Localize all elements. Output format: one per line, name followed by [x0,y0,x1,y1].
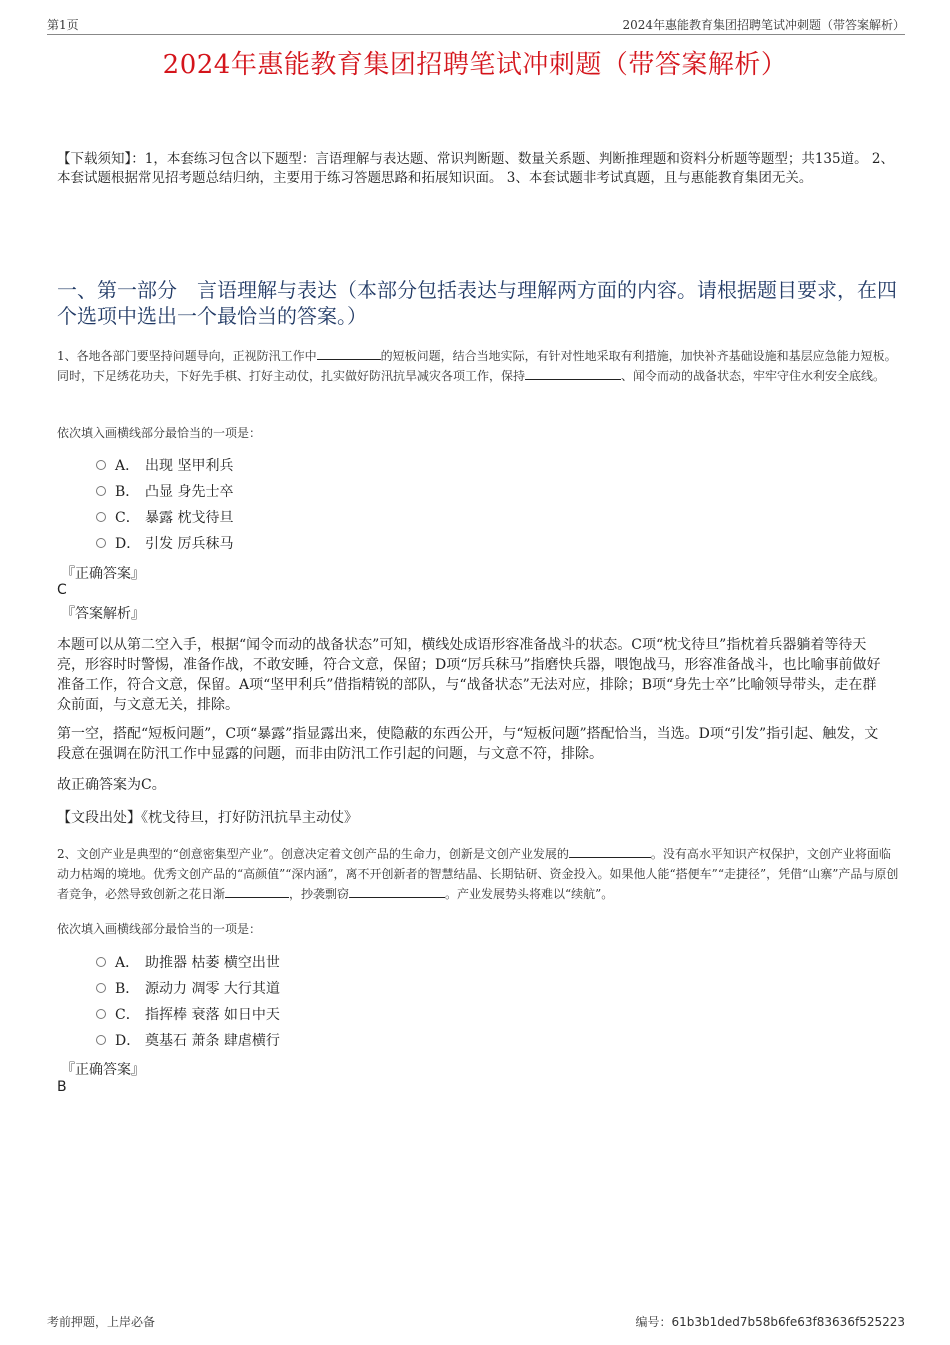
radio-icon[interactable] [96,538,106,548]
option-text: 奠基石 萧条 肆虐横行 [145,1033,280,1049]
section-heading: 一、第一部分 言语理解与表达（本部分包括表达与理解两方面的内容。请根据题目要求，在四个选项中选出一个最恰当的答案。） [57,278,897,328]
question-1-text-a: 1、各地各部门要坚持问题导向，正视防汛工作中 [57,349,317,363]
question-2-option-c[interactable] [96,1005,280,1025]
serial-label: 编号： [635,1315,672,1329]
question-2-text-a: 2、文创产业是典型的“创意密集型产业”。创意决定着文创产品的生命力，创新是文创产业发展的 [57,847,569,861]
header-doc-title: 2024年惠能教育集团招聘笔试冲刺题（带答案解析） [622,18,905,32]
question-2-text-c: ，抄袭剽窃 [289,887,350,901]
analysis-paragraph-2: 第一空，搭配“短板问题”，C项“暴露”指显露出来，使隐蔽的东西公开，与“短板问题”搭配恰当，当选。D项“引发”指引起、触发，文段意在强调在防汛工作中显露的问题，而非由防汛工作引起的问题，与文意不符，排除。 [57,726,879,762]
question-2-text-b: 。没有高水平知识产权保护，文创产业将面临动力枯竭的境地。优秀文创产品的“高颜值”“深内涵”，离不开创新者的智慧结晶、长期钻研、资金投入。如果他人能“搭便车”“走捷径”，凭借“山寨”产品与原创者竞争，必然导致创新之花日渐 [57,847,899,901]
option-letter: B． [115,484,140,500]
serial-code: 61b3b1ded7b58b6fe63f83636f525223 [671,1315,905,1329]
correct-answer-label: 『正确答案』 [61,566,145,582]
option-text: 源动力 凋零 大行其道 [145,981,280,997]
analysis-conclusion: 故正确答案为C。 [57,777,166,793]
fill-blank-2 [225,884,289,898]
radio-icon[interactable] [96,486,106,496]
page-number: 第1页 [47,18,79,32]
question-2-option-b[interactable] [96,979,280,999]
question-1-option-c[interactable] [96,508,233,528]
analysis-paragraph-1: 本题可以从第二空入手，根据“闻令而动的战备状态”可知，横线处成语形容准备战斗的状态。C项“枕戈待旦”指枕着兵器躺着等待天亮，形容时时警惕，准备作战，不敢安睡，符合文意，保留；D项“厉兵秣马”指磨快兵器，喂饱战马，形容准备战斗，也比喻事前做好准备工作，符合文意，保留。A项“坚甲利兵”借指精锐的部队，与“战备状态”无法对应，排除；B项“身先士卒”比喻领导带头，走在群众前面，与文意无关，排除。 [57,637,881,713]
question-1-instruction: 依次填入画横线部分最恰当的一项是： [57,426,262,440]
correct-answer: B [57,1079,67,1095]
option-text: 助推器 枯萎 横空出世 [145,955,280,971]
option-letter: D． [115,536,141,552]
fill-blank-1 [569,844,651,858]
question-1-text-b: 的短板问题，结合当地实际，有针对性地采取有利措施，加快补齐基础设施和基层应急能力短板。同时，下足绣花功夫，下好先手棋、打好主动仗，扎实做好防汛抗旱减灾各项工作，保持 [57,349,897,383]
passage-source: 【文段出处】《枕戈待旦，打好防汛抗旱主动仗》 [57,810,358,826]
radio-icon[interactable] [96,1009,106,1019]
question-2-text-d: 。产业发展势头将难以“续航”。 [445,887,614,901]
option-text: 暴露 枕戈待旦 [145,510,234,526]
fill-blank-3 [349,884,445,898]
download-notice: 【下载须知】：1，本套练习包含以下题型：言语理解与表达题、常识判断题、数量关系题、判断推理题和资料分析题等题型；共135道。 2、本套试题根据常见招考题总结归纳，主要用于练习答题思路和拓展知识面。 3、本套试题非考试真题，且与惠能教育集团无关。 [57,151,894,186]
radio-icon[interactable] [96,1035,106,1045]
question-1-option-a[interactable] [96,456,233,476]
question-1-option-b[interactable] [96,482,233,502]
option-letter: A． [115,458,140,474]
page-header [47,14,905,35]
radio-icon[interactable] [96,512,106,522]
question-1-text-c: 、闻令而动的战备状态，牢牢守住水利安全底线。 [621,369,886,383]
question-2-option-a[interactable] [96,953,280,973]
option-letter: C． [115,510,140,526]
option-letter: D． [115,1033,141,1049]
question-1-stem [57,346,899,386]
option-text: 凸显 身先士卒 [145,484,234,500]
option-letter: B． [115,981,140,997]
option-text: 指挥棒 衰落 如日中天 [145,1007,280,1023]
radio-icon[interactable] [96,957,106,967]
correct-answer-label: 『正确答案』 [61,1062,145,1078]
fill-blank-1 [317,346,381,360]
question-2-stem [57,844,899,904]
option-letter: A． [115,955,140,971]
option-text: 引发 厉兵秣马 [145,536,234,552]
radio-icon[interactable] [96,460,106,470]
footer-slogan: 考前押题，上岸必备 [47,1315,156,1329]
option-text: 出现 坚甲利兵 [145,458,234,474]
radio-icon[interactable] [96,983,106,993]
question-2-option-d[interactable] [96,1031,280,1051]
document-title: 2024年惠能教育集团招聘笔试冲刺题（带答案解析） [162,50,788,80]
fill-blank-2 [525,366,621,380]
question-2-instruction: 依次填入画横线部分最恰当的一项是： [57,922,262,936]
correct-answer: C [57,582,67,598]
question-1-option-d[interactable] [96,534,233,554]
footer-serial [636,1313,906,1330]
option-letter: C． [115,1007,140,1023]
analysis-label: 『答案解析』 [61,606,145,622]
